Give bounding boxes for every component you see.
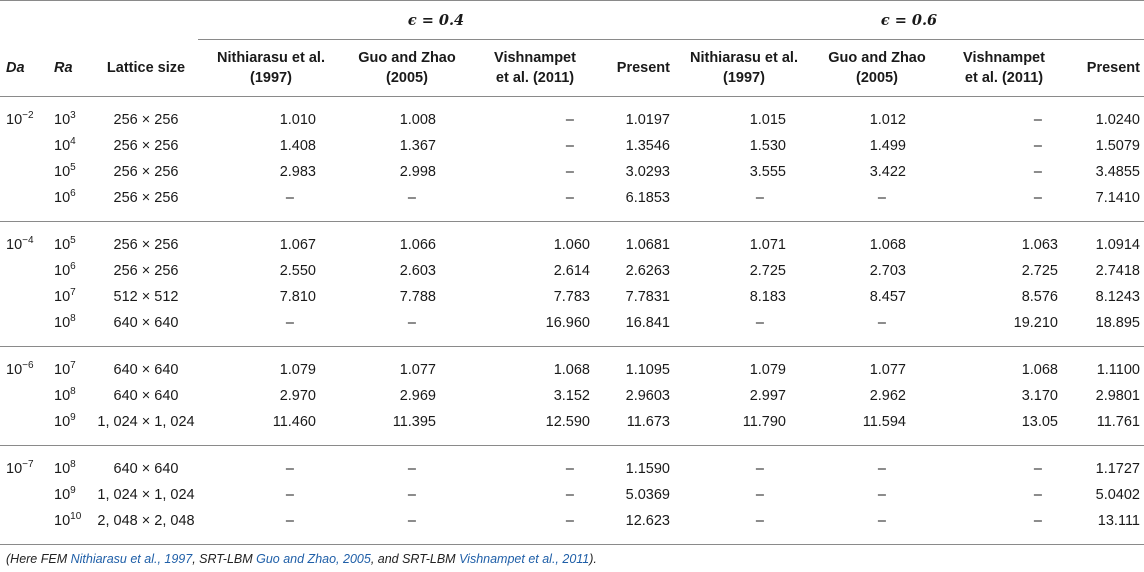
lattice-cell: 256 × 256 [113, 164, 179, 180]
value-cell: – [285, 315, 294, 331]
value-cell: 2.983 [279, 164, 316, 180]
table-row [0, 347, 1144, 384]
value-cell: 3.555 [749, 164, 786, 180]
value-cell: 1.012 [869, 112, 906, 128]
table-row [0, 222, 1144, 259]
col-header-ra: Ra [54, 59, 73, 76]
da-cell [0, 133, 48, 159]
lattice-cell: 256 × 256 [113, 190, 179, 206]
value-cell: 18.895 [1095, 315, 1140, 331]
value-cell: 2.9801 [1095, 388, 1140, 404]
value-cell: – [565, 461, 574, 477]
table-row [0, 383, 1144, 409]
value-cell: 1.530 [749, 138, 786, 154]
table-body [0, 97, 1144, 545]
value-cell: 1.1590 [625, 461, 670, 477]
value-cell: 1.408 [279, 138, 316, 154]
col-header-present-0: Present [616, 60, 670, 76]
col-header-present-1: Present [1086, 60, 1140, 76]
ra-cell: $10^3$ [54, 110, 76, 128]
value-cell: 11.761 [1096, 414, 1140, 430]
ref-guo-zhao[interactable]: Guo and Zhao, 2005 [256, 552, 371, 566]
value-cell: 8.1243 [1095, 289, 1140, 305]
value-cell: 1.079 [749, 362, 786, 378]
col-header-nithiarasu-0: Nithiarasu et al. (1997) [217, 50, 325, 86]
value-cell: 1.068 [1021, 362, 1058, 378]
value-cell: 11.395 [392, 414, 436, 430]
ra-cell: $10^9$ [54, 485, 76, 503]
epsilon-group-0: ϵ = 0.4 [198, 1, 674, 40]
lattice-cell: 640 × 640 [113, 315, 179, 331]
ra-cell: $10^6$ [54, 261, 76, 279]
value-cell: – [1033, 461, 1042, 477]
value-cell: 1.1095 [625, 362, 670, 378]
da-cell: $10^{-6}$ [6, 360, 34, 378]
table-row [0, 185, 1144, 222]
value-cell: 7.1410 [1095, 190, 1140, 206]
table-row [0, 159, 1144, 185]
table-row [0, 482, 1144, 508]
value-cell: 1.5079 [1095, 138, 1140, 154]
value-cell: 1.1727 [1095, 461, 1140, 477]
value-cell: 1.499 [869, 138, 906, 154]
lattice-cell: 640 × 640 [113, 362, 179, 378]
lattice-cell: 640 × 640 [113, 388, 179, 404]
value-cell: 2.725 [749, 263, 786, 279]
value-cell: – [1033, 138, 1042, 154]
value-cell: 1.077 [399, 362, 436, 378]
value-cell: – [407, 190, 416, 206]
value-cell: – [285, 461, 294, 477]
value-cell: 3.422 [869, 164, 906, 180]
ref-vishnampet[interactable]: Vishnampet et al., 2011 [459, 552, 590, 566]
value-cell: – [755, 487, 764, 503]
value-cell: – [565, 164, 574, 180]
da-cell [0, 185, 48, 222]
value-cell: 3.152 [553, 388, 590, 404]
value-cell: 7.788 [399, 289, 436, 305]
value-cell: – [407, 461, 416, 477]
value-cell: 2.970 [279, 388, 316, 404]
ra-cell: $10^8$ [54, 386, 76, 404]
value-cell: – [755, 190, 764, 206]
value-cell: – [1033, 164, 1042, 180]
ra-cell: $10^4$ [54, 136, 76, 154]
ra-cell: $10^8$ [54, 313, 76, 331]
lattice-cell: 512 × 512 [113, 289, 179, 305]
ra-cell: $10^5$ [54, 235, 76, 253]
value-cell: 2.6263 [625, 263, 670, 279]
da-cell [0, 383, 48, 409]
value-cell: 1.071 [749, 237, 786, 253]
value-cell: 8.457 [869, 289, 906, 305]
value-cell: – [755, 461, 764, 477]
value-cell: – [877, 315, 886, 331]
table-row [0, 284, 1144, 310]
value-cell: – [285, 487, 294, 503]
ra-cell: $10^9$ [54, 412, 76, 430]
value-cell: 2.997 [749, 388, 786, 404]
value-cell: 11.673 [626, 414, 670, 430]
value-cell: 1.067 [279, 237, 316, 253]
col-header-vishnampet-0: Vishnampet et al. (2011) [494, 50, 576, 86]
ra-cell: $10^8$ [54, 459, 76, 477]
value-cell: 1.0914 [1095, 237, 1140, 253]
table-row [0, 409, 1144, 446]
value-cell: 11.460 [272, 414, 316, 430]
value-cell: – [1033, 112, 1042, 128]
lattice-cell: 1, 024 × 1, 024 [97, 487, 195, 503]
value-cell: 3.4855 [1095, 164, 1140, 180]
table-row [0, 446, 1144, 483]
value-cell: 3.170 [1021, 388, 1058, 404]
ra-cell: $10^5$ [54, 162, 76, 180]
lattice-cell: 640 × 640 [113, 461, 179, 477]
table-row [0, 258, 1144, 284]
value-cell: – [1033, 513, 1042, 529]
value-cell: 8.576 [1021, 289, 1058, 305]
ref-nithiarasu[interactable]: Nithiarasu et al., 1997 [70, 552, 193, 566]
value-cell: – [407, 487, 416, 503]
value-cell: – [877, 461, 886, 477]
value-cell: – [565, 112, 574, 128]
value-cell: 2.550 [279, 263, 316, 279]
value-cell: – [285, 190, 294, 206]
value-cell: 1.0197 [625, 112, 670, 128]
col-header-guo-1: Guo and Zhao (2005) [828, 50, 926, 86]
value-cell: 13.111 [1097, 513, 1140, 529]
value-cell: – [877, 487, 886, 503]
value-cell: 2.962 [869, 388, 906, 404]
value-cell: – [755, 315, 764, 331]
value-cell: 2.703 [869, 263, 906, 279]
da-cell [0, 310, 48, 347]
da-cell [0, 482, 48, 508]
table-row [0, 310, 1144, 347]
value-cell: 16.841 [625, 315, 670, 331]
value-cell: 16.960 [545, 315, 590, 331]
value-cell: 8.183 [749, 289, 786, 305]
col-header-vishnampet-1: Vishnampet et al. (2011) [963, 50, 1045, 86]
value-cell: 2.603 [399, 263, 436, 279]
table-row [0, 97, 1144, 134]
value-cell: 13.05 [1021, 414, 1058, 430]
value-cell: 6.1853 [625, 190, 670, 206]
value-cell: 5.0369 [625, 487, 670, 503]
value-cell: 2.614 [553, 263, 590, 279]
da-cell [0, 159, 48, 185]
table-row [0, 508, 1144, 545]
value-cell: 1.008 [399, 112, 436, 128]
value-cell: 7.810 [279, 289, 316, 305]
column-header-row [0, 40, 1144, 97]
value-cell: 1.077 [869, 362, 906, 378]
value-cell: 1.0681 [625, 237, 670, 253]
value-cell: 19.210 [1013, 315, 1058, 331]
value-cell: 1.367 [399, 138, 436, 154]
value-cell: – [407, 315, 416, 331]
epsilon-group-1: ϵ = 0.6 [674, 1, 1144, 40]
value-cell: – [285, 513, 294, 529]
table-row [0, 133, 1144, 159]
da-cell [0, 258, 48, 284]
col-header-da: Da [6, 59, 25, 76]
lattice-cell: 1, 024 × 1, 024 [97, 414, 195, 430]
value-cell: – [755, 513, 764, 529]
value-cell: 1.1100 [1096, 362, 1140, 378]
value-cell: – [565, 138, 574, 154]
value-cell: – [1033, 487, 1042, 503]
value-cell: – [877, 190, 886, 206]
ra-cell: $10^6$ [54, 188, 76, 206]
value-cell: 1.068 [869, 237, 906, 253]
value-cell: 1.015 [749, 112, 786, 128]
value-cell: – [877, 513, 886, 529]
da-cell: $10^{-7}$ [6, 459, 34, 477]
value-cell: – [407, 513, 416, 529]
value-cell: 2.9603 [625, 388, 670, 404]
lattice-cell: 2, 048 × 2, 048 [97, 513, 195, 529]
value-cell: 1.079 [279, 362, 316, 378]
value-cell: – [565, 487, 574, 503]
col-header-lattice: Lattice size [106, 59, 186, 76]
col-header-nithiarasu-1: Nithiarasu et al. (1997) [690, 50, 798, 86]
value-cell: 3.0293 [625, 164, 670, 180]
value-cell: 12.623 [625, 513, 670, 529]
value-cell: 2.969 [399, 388, 436, 404]
value-cell: 5.0402 [1095, 487, 1140, 503]
ra-cell: $10^7$ [54, 287, 76, 305]
epsilon-group-row [0, 1, 1144, 40]
ra-cell: $10^{10}$ [54, 511, 82, 529]
col-header-guo-0: Guo and Zhao (2005) [358, 50, 456, 86]
da-cell [0, 508, 48, 545]
value-cell: – [565, 190, 574, 206]
value-cell: 1.0240 [1095, 112, 1140, 128]
lattice-cell: 256 × 256 [113, 138, 179, 154]
da-cell [0, 409, 48, 446]
value-cell: 1.068 [553, 362, 590, 378]
value-cell: 7.783 [553, 289, 590, 305]
value-cell: – [1033, 190, 1042, 206]
value-cell: 1.066 [399, 237, 436, 253]
da-cell [0, 284, 48, 310]
value-cell: 1.060 [553, 237, 590, 253]
value-cell: 2.7418 [1095, 263, 1140, 279]
da-cell: $10^{-2}$ [6, 110, 34, 128]
value-cell: 1.010 [279, 112, 316, 128]
value-cell: 11.594 [862, 414, 906, 430]
value-cell: 11.790 [742, 414, 786, 430]
lattice-cell: 256 × 256 [113, 263, 179, 279]
lattice-cell: 256 × 256 [113, 112, 179, 128]
value-cell: 2.725 [1021, 263, 1058, 279]
value-cell: 1.3546 [625, 138, 670, 154]
value-cell: 7.7831 [625, 289, 670, 305]
lattice-cell: 256 × 256 [113, 237, 179, 253]
table-footnote: (Here FEM Nithiarasu et al., 1997, SRT-LBM Guo and Zhao, 2005, and SRT-LBM Vishnampet et al., 2011). [6, 552, 597, 566]
da-cell: $10^{-4}$ [6, 235, 34, 253]
value-cell: 12.590 [545, 414, 590, 430]
value-cell: – [565, 513, 574, 529]
value-cell: 2.998 [399, 164, 436, 180]
value-cell: 1.063 [1021, 237, 1058, 253]
ra-cell: $10^7$ [54, 360, 76, 378]
